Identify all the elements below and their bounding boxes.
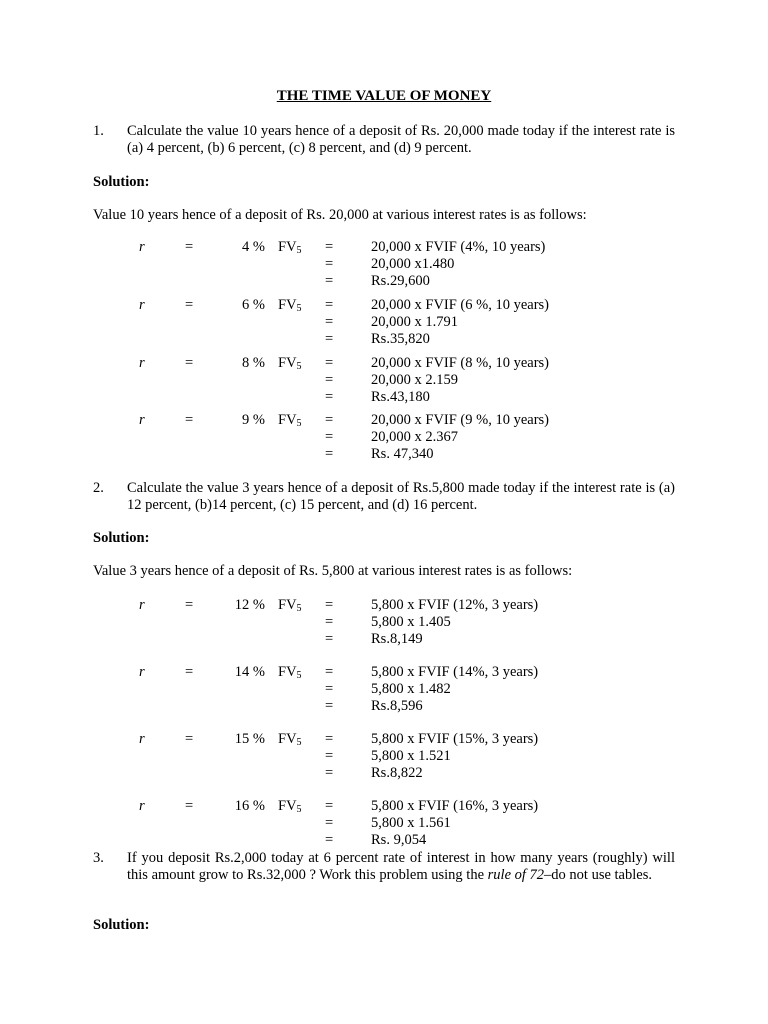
- question-3-number: 3.: [93, 850, 104, 866]
- rate-symbol: r: [139, 664, 145, 680]
- calc-result: Rs. 9,054: [371, 832, 427, 848]
- question-1-number: 1.: [93, 123, 104, 139]
- rate-value: 16 %: [234, 798, 265, 814]
- equals-sign: =: [325, 698, 334, 714]
- calc-line: 5,800 x FVIF (15%, 3 years): [371, 731, 539, 747]
- calc-line: 20,000 x 1.791: [371, 314, 458, 330]
- calc-line: 5,800 x 1.521: [371, 748, 451, 764]
- calc-result: Rs.8,596: [371, 698, 423, 714]
- rate-value: 4 %: [242, 239, 265, 255]
- equals-sign: =: [185, 798, 194, 814]
- question-3-text: If you deposit Rs.2,000 today at 6 percent rate of interest in how many years (roughly) will this amount grow to Rs.32,000 ? Work this problem using the rule of 72–do not use tables.: [127, 850, 675, 883]
- calc-line: 5,800 x 1.482: [371, 681, 451, 697]
- question-1-intro: Value 10 years hence of a deposit of Rs. 20,000 at various interest rates is as follows:: [93, 207, 587, 223]
- equals-sign: =: [325, 331, 334, 347]
- equals-sign: =: [185, 664, 194, 680]
- future-value-symbol: $FV_5$: [278, 412, 302, 429]
- equals-sign: =: [325, 314, 334, 330]
- calc-result: Rs.35,820: [371, 331, 430, 347]
- calc-result: Rs.8,822: [371, 765, 423, 781]
- rate-symbol: r: [139, 731, 145, 747]
- equals-sign: =: [325, 815, 334, 831]
- calc-result: Rs.8,149: [371, 631, 423, 647]
- equals-sign: =: [325, 681, 334, 697]
- equals-sign: =: [325, 273, 334, 289]
- equals-sign: =: [325, 832, 334, 848]
- rate-symbol: r: [139, 597, 145, 613]
- equals-sign: =: [325, 412, 334, 428]
- equals-sign: =: [325, 664, 334, 680]
- rate-symbol: r: [139, 239, 145, 255]
- calc-result: Rs.29,600: [371, 273, 430, 289]
- rate-value: 8 %: [242, 355, 265, 371]
- future-value-symbol: $FV_5$: [278, 355, 302, 372]
- question-2-number: 2.: [93, 480, 104, 496]
- future-value-symbol: $FV_5$: [278, 664, 302, 681]
- rate-value: 6 %: [242, 297, 265, 313]
- question-3-solution-label: Solution:: [93, 917, 150, 933]
- equals-sign: =: [325, 389, 334, 405]
- equals-sign: =: [325, 355, 334, 371]
- rate-symbol: r: [139, 798, 145, 814]
- future-value-symbol: $FV_5$: [278, 239, 302, 256]
- rate-symbol: r: [139, 355, 145, 371]
- rate-symbol: r: [139, 297, 145, 313]
- question-1-solution-label: Solution:: [93, 174, 150, 190]
- calc-result: Rs. 47,340: [371, 446, 434, 462]
- equals-sign: =: [325, 614, 334, 630]
- question-1-text: Calculate the value 10 years hence of a deposit of Rs. 20,000 made today if the interest rate is (a) 4 percent, (b) 6 percent, (c) 8 percent, and (d) 9 percent.: [127, 123, 675, 156]
- calc-line: 5,800 x FVIF (16%, 3 years): [371, 798, 539, 814]
- equals-sign: =: [325, 297, 334, 313]
- equals-sign: =: [325, 429, 334, 445]
- calc-line: 20,000 x FVIF (8 %, 10 years): [371, 355, 550, 371]
- calc-line: 20,000 x FVIF (6 %, 10 years): [371, 297, 550, 313]
- future-value-symbol: $FV_5$: [278, 297, 302, 314]
- question-2-solution-label: Solution:: [93, 530, 150, 546]
- calc-line: 20,000 x 2.367: [371, 429, 458, 445]
- calc-line: 5,800 x 1.405: [371, 614, 451, 630]
- question-2-text: Calculate the value 3 years hence of a deposit of Rs.5,800 made today if the interest rate is (a) 12 percent, (b)14 percent, (c) 15 percent, and (d) 16 percent.: [127, 480, 675, 513]
- equals-sign: =: [325, 731, 334, 747]
- rate-value: 12 %: [234, 597, 265, 613]
- page-title: THE TIME VALUE OF MONEY: [276, 88, 492, 104]
- rate-symbol: r: [139, 412, 145, 428]
- equals-sign: =: [325, 372, 334, 388]
- equals-sign: =: [185, 239, 194, 255]
- calc-line: 5,800 x 1.561: [371, 815, 451, 831]
- future-value-symbol: $FV_5$: [278, 731, 302, 748]
- calc-line: 20,000 x1.480: [371, 256, 455, 272]
- equals-sign: =: [185, 297, 194, 313]
- equals-sign: =: [185, 355, 194, 371]
- rate-value: 15 %: [234, 731, 265, 747]
- equals-sign: =: [185, 412, 194, 428]
- equals-sign: =: [185, 597, 194, 613]
- equals-sign: =: [325, 798, 334, 814]
- equals-sign: =: [325, 597, 334, 613]
- calc-result: Rs.43,180: [371, 389, 430, 405]
- calc-line: 20,000 x 2.159: [371, 372, 458, 388]
- equals-sign: =: [325, 256, 334, 272]
- future-value-symbol: $FV_5$: [278, 597, 302, 614]
- equals-sign: =: [325, 446, 334, 462]
- equals-sign: =: [325, 748, 334, 764]
- equals-sign: =: [325, 765, 334, 781]
- calc-line: 20,000 x FVIF (4%, 10 years): [371, 239, 546, 255]
- equals-sign: =: [325, 239, 334, 255]
- calc-line: 20,000 x FVIF (9 %, 10 years): [371, 412, 550, 428]
- equals-sign: =: [185, 731, 194, 747]
- calc-line: 5,800 x FVIF (12%, 3 years): [371, 597, 539, 613]
- rate-value: 14 %: [234, 664, 265, 680]
- calc-line: 5,800 x FVIF (14%, 3 years): [371, 664, 539, 680]
- rate-value: 9 %: [242, 412, 265, 428]
- question-2-intro: Value 3 years hence of a deposit of Rs. 5,800 at various interest rates is as follows:: [93, 563, 573, 579]
- future-value-symbol: $FV_5$: [278, 798, 302, 815]
- equals-sign: =: [325, 631, 334, 647]
